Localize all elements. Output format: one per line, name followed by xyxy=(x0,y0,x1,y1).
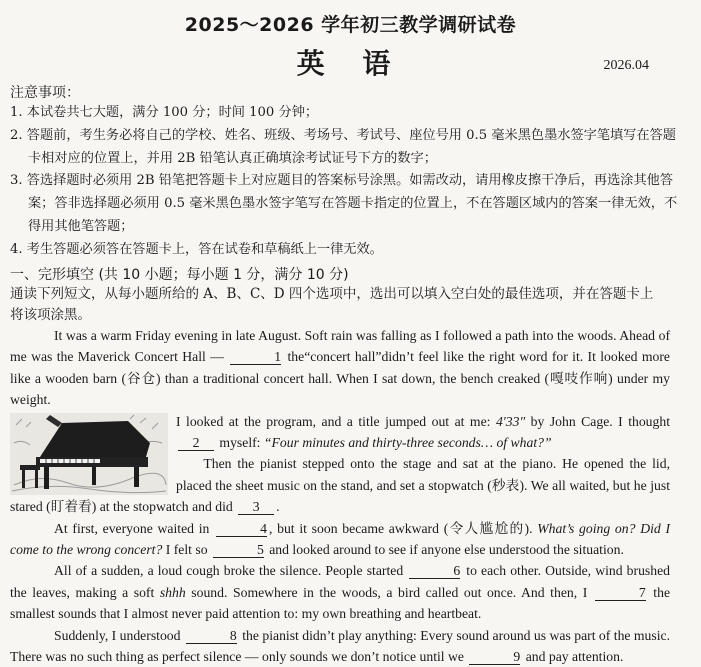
paragraph-5: All of a sudden, a loud cough broke the silence. People started 6 to each other. Outside, wind brushed the leaves, making a soft shhh sound. Somewhere in the woods, a bird called out once. And then, I 7 the smallest sounds that I almost never paid attention to: my own breathing and heartbeat. xyxy=(10,563,671,622)
paragraph-2: I looked at the program, and a title jumped out at me: 4′33″ by John Cage. I thought 2 myself: “Four minutes and thirty-three seconds… of what?” xyxy=(176,413,671,451)
note-item-4: 4. 考生答题必须答在答题卡上，答在试卷和草稿纸上一律无效。 xyxy=(10,241,383,257)
notes-list xyxy=(10,102,682,262)
blank-3: 3 xyxy=(238,499,274,515)
blank-9: 9 xyxy=(469,649,520,665)
notes-title: 注意事项： xyxy=(10,85,80,101)
note-item-2: 2. 答题前，考生务必将自己的学校、姓名、班级、考场号、考试号、座位号用 0.5 毫米黑色墨水签字笔填写在答题卡相对应的位置上，并用 2B 铅笔认真正确填涂考试证号下方的数字； xyxy=(10,127,676,166)
paragraph-3: Then the pianist stepped onto the stage and sat at the piano. He opened the lid, placed the sheet music on the stand, and set a stopwatch (秒表). We all waited, but he just stared (盯着看) at the stopwatch and did 3 . xyxy=(10,456,670,515)
blank-6: 6 xyxy=(409,563,460,579)
blank-5: 5 xyxy=(213,542,264,558)
exam-date: 2026.04 xyxy=(603,58,649,73)
section-instruction: 通读下列短文，从每小题所给的 A、B、C、D 四个选项中，选出可以填入空白处的最佳选项，并在答题卡上将该项涂黑。 xyxy=(10,286,654,323)
blank-2: 2 xyxy=(178,435,214,451)
exam-title: 2025～2026 学年初三教学调研试卷 xyxy=(184,14,517,36)
piano-icon xyxy=(10,413,168,495)
blank-8: 8 xyxy=(186,628,237,644)
cloze-passage xyxy=(10,325,670,667)
paragraph-4: At first, everyone waited in 4 , but it soon became awkward (令人尴尬的). What’s going on? Did I come to the wrong concert? I felt so 5 and looked around to see if anyone else understood the situation. xyxy=(10,520,671,558)
piano-illustration xyxy=(10,413,168,495)
paragraph-6: Suddenly, I understood 8 the pianist didn’t play anything: Every sound around us was part of the music. There was no such thing as perfect silence — only sounds we don’t notice until we 9 and pay attention. xyxy=(10,627,671,665)
paragraph-1: It was a warm Friday evening in late August. Soft rain was falling as I followed a path into the woods. Ahead of me was the Maverick Concert Hall — 1 the“concert hall”didn’t feel like the right word for it. It looked more like a wooden barn (谷仓) than a traditional concert hall. When I sat down, the bench creaked (嘎吱作响) under my weight. xyxy=(10,328,670,408)
section-title: 一、完形填空 (共 10 小题；每小题 1 分，满分 10 分) xyxy=(10,267,349,283)
note-item-3: 3. 答选择题时必须用 2B 铅笔把答题卡上对应题目的答案标号涂黑。如需改动，请用橡皮擦干净后，再选涂其他答案；答非选择题必须用 0.5 毫米黑色墨水签字笔写在答题卡指定的位置上，不在答题区域内的答案一律无效，不得用其他笔答题； xyxy=(10,173,678,234)
blank-7: 7 xyxy=(595,585,646,601)
blank-4: 4 xyxy=(216,521,267,537)
blank-1: 1 xyxy=(230,349,281,365)
note-item-1: 1. 本试卷共七大题，满分 100 分；时间 100 分钟； xyxy=(10,105,319,120)
piece-title: 4′33″ xyxy=(495,413,526,429)
subject-title: 英 语 xyxy=(296,47,405,80)
